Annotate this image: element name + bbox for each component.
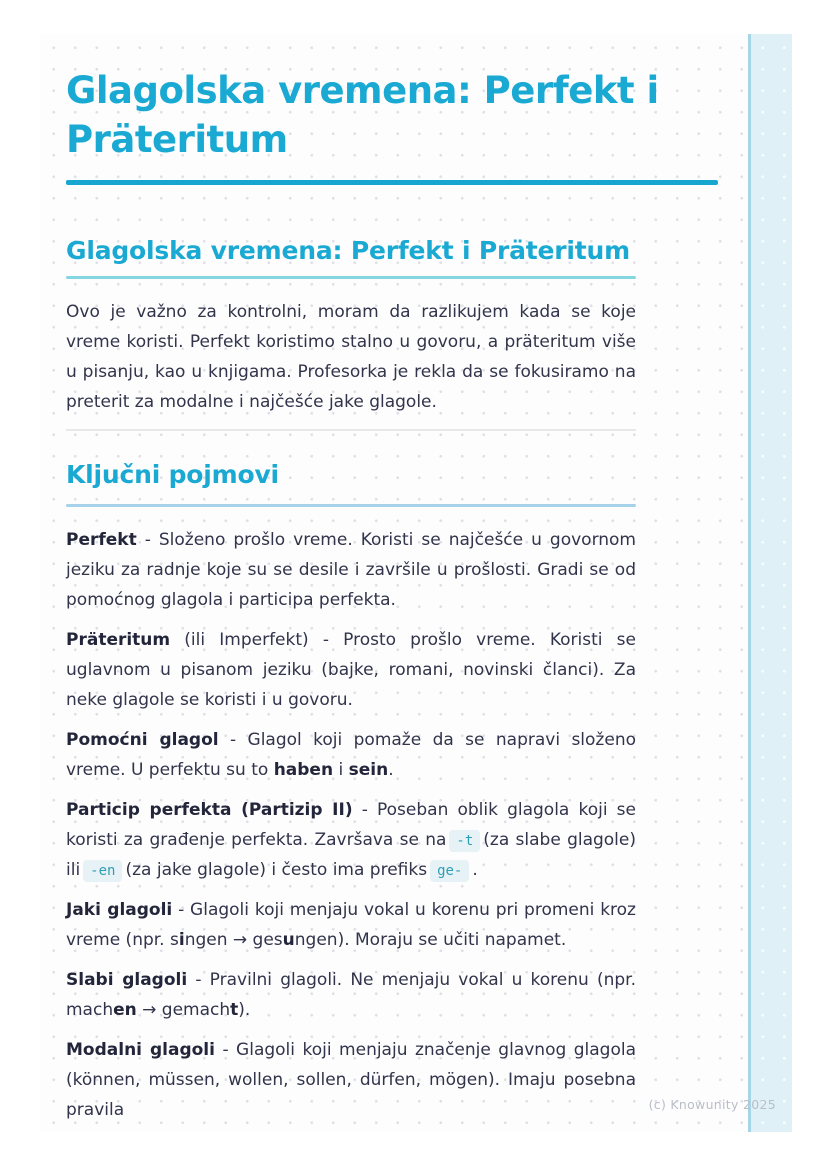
- bold-word: sein: [348, 760, 389, 780]
- term-definition: (za jake glagole) i često ima prefiks: [125, 860, 428, 880]
- term-definition: i: [333, 760, 349, 780]
- term-label: Präteritum: [66, 630, 171, 650]
- section-divider: [66, 429, 636, 431]
- term-definition: - Složeno prošlo vreme. Koristi se najčešće u govornom jeziku za radnje koje su se desile i završile u prošlosti. Gradi se od pomoćnog glagola i participa perfekta.: [66, 530, 636, 610]
- key-terms-heading-rule: [66, 504, 636, 507]
- term-definition: (za slabe glagole) ili: [66, 830, 637, 880]
- term-pomocni-glagol: [66, 725, 636, 785]
- page-content: [66, 34, 718, 1125]
- term-label: Modalni glagoli: [66, 1040, 215, 1060]
- intro-heading: Glagolska vremena: Perfekt i Präteritum: [66, 236, 630, 265]
- term-particip-perfekta: [66, 795, 636, 885]
- copyright-watermark: (c) Knowunity 2025: [648, 1097, 776, 1112]
- term-label: Pomoćni glagol: [66, 730, 219, 750]
- term-definition: .: [472, 860, 478, 880]
- bold-letter: t: [230, 1000, 239, 1020]
- inline-code-chip: ge-: [430, 860, 469, 882]
- term-definition: - Glagoli koji menjaju vokal u korenu pri promeni kroz vreme (npr. s: [66, 900, 636, 950]
- term-label: Perfekt: [66, 530, 137, 550]
- title-rule: [66, 180, 718, 185]
- term-label: Slabi glagoli: [66, 970, 188, 990]
- term-definition: ngen). Moraju se učiti napamet.: [294, 930, 567, 950]
- term-definition: - Glagoli koji menjaju značenje glavnog glagola (können, müssen, wollen, sollen, dürfen, mögen). Imaju posebna pravila: [66, 1040, 637, 1120]
- bold-letter: en: [113, 1000, 137, 1020]
- term-definition: - Pravilni glagoli. Ne menjaju vokal u korenu (npr. mach: [66, 970, 636, 1020]
- right-margin-stripe: [748, 34, 792, 1132]
- bold-letter: u: [282, 930, 295, 950]
- intro-paragraph: Ovo je važno za kontrolni, moram da razlikujem kada se koje vreme koristi. Perfekt koristimo stalno u govoru, a präteritum više u pisanju, kao u knjigama. Profesorka je rekla da se fokusiramo na preterit za modalne i najčešće jake glagole.: [66, 302, 636, 412]
- key-terms-list: [66, 525, 718, 1125]
- term-definition: - Poseban oblik glagola koji se koristi za građenje perfekta. Završava se na: [66, 800, 636, 850]
- term-label: Particip perfekta (Partizip II): [66, 800, 353, 820]
- intro-heading-rule: [66, 276, 636, 279]
- term-definition: → gemach: [136, 1000, 231, 1020]
- inline-code-chip: -en: [83, 860, 122, 882]
- term-definition: (ili Imperfekt) - Prosto prošlo vreme. Koristi se uglavnom u pisanom jeziku (bajke, romani, novinski članci). Za neke glagole se koristi i u govoru.: [66, 630, 636, 710]
- key-terms-heading: Ključni pojmovi: [66, 460, 279, 489]
- bold-word: haben: [273, 760, 334, 780]
- term-prateritum: [66, 625, 636, 715]
- document-page: [40, 34, 792, 1132]
- term-definition: - Glagol koji pomaže da se napravi složeno vreme. U perfektu su to: [66, 730, 636, 780]
- term-label: Jaki glagoli: [66, 900, 173, 920]
- term-slabi-glagoli: [66, 965, 636, 1025]
- term-jaki-glagoli: [66, 895, 636, 955]
- term-modalni-glagoli: [66, 1035, 636, 1125]
- page-title: Glagolska vremena: Perfekt i Präteritum: [66, 69, 659, 161]
- term-definition: ngen → ges: [184, 930, 283, 950]
- inline-code-chip: -t: [449, 830, 480, 852]
- term-definition: ).: [238, 1000, 251, 1020]
- term-perfekt: [66, 525, 636, 615]
- bold-letter: i: [178, 930, 185, 950]
- term-definition: .: [388, 760, 394, 780]
